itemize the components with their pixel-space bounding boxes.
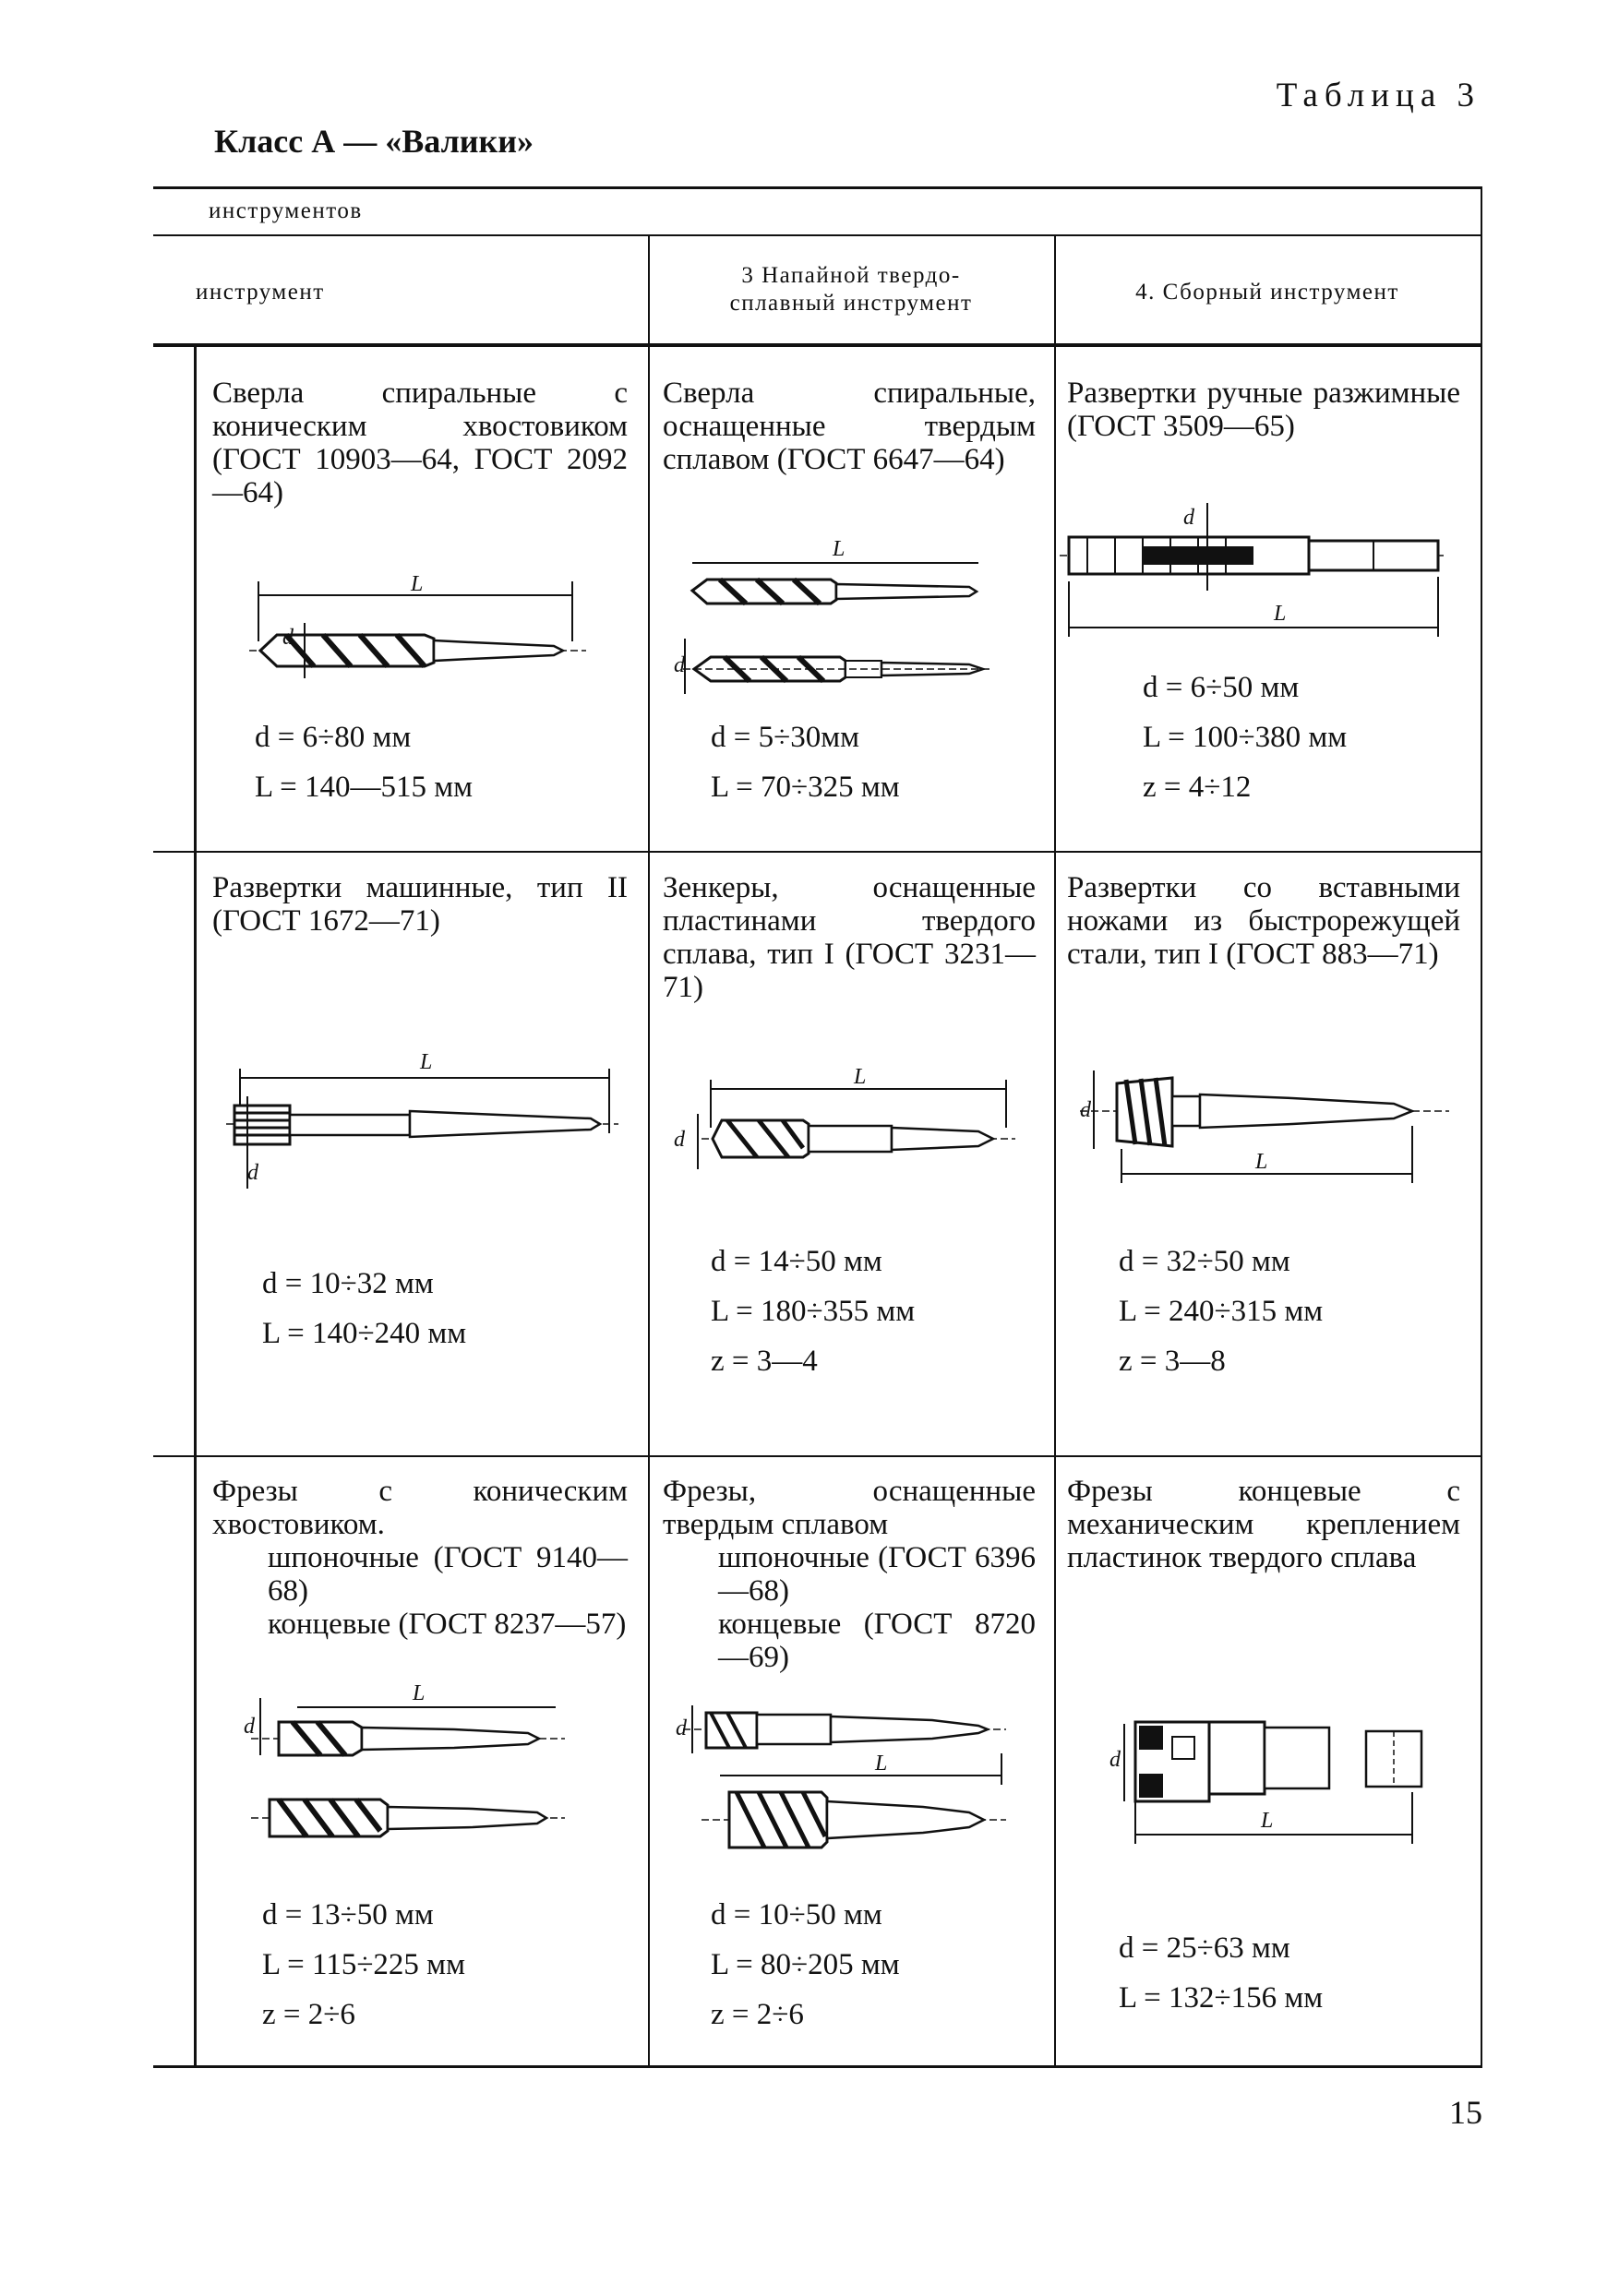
table-bottom-rule (153, 2065, 1482, 2068)
dimension-L-label: L (420, 1050, 433, 1074)
dimension-d-label: d (282, 626, 294, 650)
countersink-illustration (674, 1063, 1043, 1183)
parameter-value: d = 13÷50 мм (262, 1898, 434, 1931)
parameter-list (711, 712, 900, 812)
parameter-value: z = 4÷12 (1143, 771, 1252, 804)
sub-item: шпоночные (ГОСТ 6396—68) (718, 1541, 1036, 1608)
dimension-L-label: L (413, 1681, 426, 1705)
parameter-value: L = 140÷240 мм (262, 1317, 467, 1350)
parameter-value: d = 10÷50 мм (711, 1898, 882, 1931)
sub-item: концевые (ГОСТ 8237—57) (268, 1608, 627, 1641)
cell-description: Развертки ручные разжимные (ГОСТ 3509—65) (1067, 377, 1460, 443)
parameter-list (255, 712, 473, 812)
parameter-value: z = 3—4 (711, 1345, 818, 1378)
parameter-list (1119, 1923, 1323, 2023)
dimension-d-label: d (1109, 1748, 1121, 1772)
cell-description: Сверла спиральные, оснащенные твердым сплавом (ГОСТ 6647—64) (663, 377, 1036, 476)
parameter-value: d = 6÷80 мм (255, 721, 412, 754)
parameter-value: d = 25÷63 мм (1119, 1931, 1290, 1965)
parameter-value: d = 6÷50 мм (1143, 671, 1300, 704)
dimension-L-label: L (1255, 1150, 1268, 1174)
dimension-d-label: d (247, 1161, 258, 1185)
dimension-d-label: d (674, 653, 685, 677)
page-number: 15 (1449, 2094, 1482, 2131)
parameter-list (711, 1890, 900, 2039)
inserted-blade-reamer-illustration (1071, 1061, 1458, 1200)
class-title: Класс А — «Валики» (214, 123, 534, 160)
column-header-1: инструмент (196, 280, 325, 305)
parameter-value: L = 180÷355 мм (711, 1295, 916, 1328)
parameter-list (262, 1259, 466, 1358)
parameter-value: L = 240÷315 мм (1119, 1295, 1324, 1328)
cell-description: Фрезы, оснащенные твердым сплавом шпоночные (ГОСТ 6396—68) концевые (ГОСТ 8720—69) (663, 1475, 1036, 1674)
cell-description: Зенкеры, оснащенные пластинами твердого сплава, тип I (ГОСТ 3231—71) (663, 871, 1036, 1004)
spiral-drill-illustration (249, 572, 600, 701)
dimension-L-label: L (854, 1065, 867, 1089)
parameter-value: L = 132÷156 мм (1119, 1981, 1324, 2015)
dimension-d-label: d (1183, 506, 1194, 530)
parameter-value: L = 100÷380 мм (1143, 721, 1348, 754)
carbide-drill-illustration (674, 535, 1025, 701)
parameter-list (1119, 1237, 1323, 1386)
parameter-value: d = 14÷50 мм (711, 1245, 882, 1278)
parameter-value: L = 80÷205 мм (711, 1948, 900, 1981)
parameter-list (711, 1237, 915, 1386)
header-divider (153, 234, 1482, 236)
parameter-value: z = 2÷6 (711, 1998, 804, 2031)
carbide-end-mill-illustration (674, 1689, 1025, 1864)
cell-description: Сверла спиральные с коническим хвостовиком (ГОСТ 10903—64, ГОСТ 2092—64) (212, 377, 628, 509)
sub-item: шпоночные (ГОСТ 9140—68) (268, 1541, 628, 1608)
header-bottom-rule (153, 343, 1482, 347)
left-column-rule (194, 343, 197, 2065)
dimension-L-label: L (1274, 602, 1287, 626)
parameter-value: L = 70÷325 мм (711, 771, 900, 804)
dimension-L-label: L (1261, 1809, 1274, 1833)
row-divider-1 (153, 851, 1482, 853)
column-header-2: 3 Напайной твердо- сплавный инструмент (729, 263, 973, 316)
dimension-d-label: d (1080, 1098, 1091, 1122)
parameter-value: z = 2÷6 (262, 1998, 355, 2031)
cell-description: Развертки машинные, тип II (ГОСТ 1672—71) (212, 871, 628, 938)
dimension-L-label: L (411, 572, 424, 596)
column-rule-1 (648, 234, 650, 2065)
parameter-value: d = 10÷32 мм (262, 1267, 434, 1300)
cell-description: Фрезы с коническим хвостовиком. шпоночные (ГОСТ 9140—68) концевые (ГОСТ 8237—57) (212, 1475, 628, 1641)
row-divider-2 (153, 1455, 1482, 1457)
parameter-list (262, 1890, 465, 2039)
parameter-value: d = 5÷30мм (711, 721, 859, 754)
parameter-value: d = 32÷50 мм (1119, 1245, 1290, 1278)
cell-description: Развертки со вставными ножами из быстрорежущей стали, тип I (ГОСТ 883—71) (1067, 871, 1460, 971)
indexable-end-mill-illustration (1108, 1709, 1440, 1857)
machine-reamer-illustration (222, 1032, 628, 1198)
cell-description: Фрезы концевые с механическим креплением пластинок твердого сплава (1067, 1475, 1460, 1574)
dimension-d-label: d (676, 1716, 687, 1740)
dimension-d-label: d (674, 1128, 685, 1152)
table-top-rule (153, 186, 1482, 189)
table-label: Таблица 3 (1276, 77, 1481, 114)
parameter-value: L = 140—515 мм (255, 771, 474, 804)
sub-item: концевые (ГОСТ 8720—69) (718, 1608, 1036, 1674)
right-table-rule (1481, 186, 1482, 2065)
hand-reamer-illustration (1060, 498, 1466, 655)
column-rule-2 (1054, 234, 1056, 2065)
parameter-value: z = 3—8 (1119, 1345, 1226, 1378)
end-mill-illustration (242, 1681, 574, 1848)
parameter-value: L = 115÷225 мм (262, 1948, 465, 1981)
dimension-L-label: L (875, 1752, 888, 1776)
dimension-d-label: d (244, 1715, 255, 1739)
dimension-L-label: L (833, 537, 845, 561)
column-header-3: 4. Сборный инструмент (1135, 280, 1399, 305)
parameter-list (1143, 663, 1347, 812)
group-label: инструментов (209, 198, 363, 223)
